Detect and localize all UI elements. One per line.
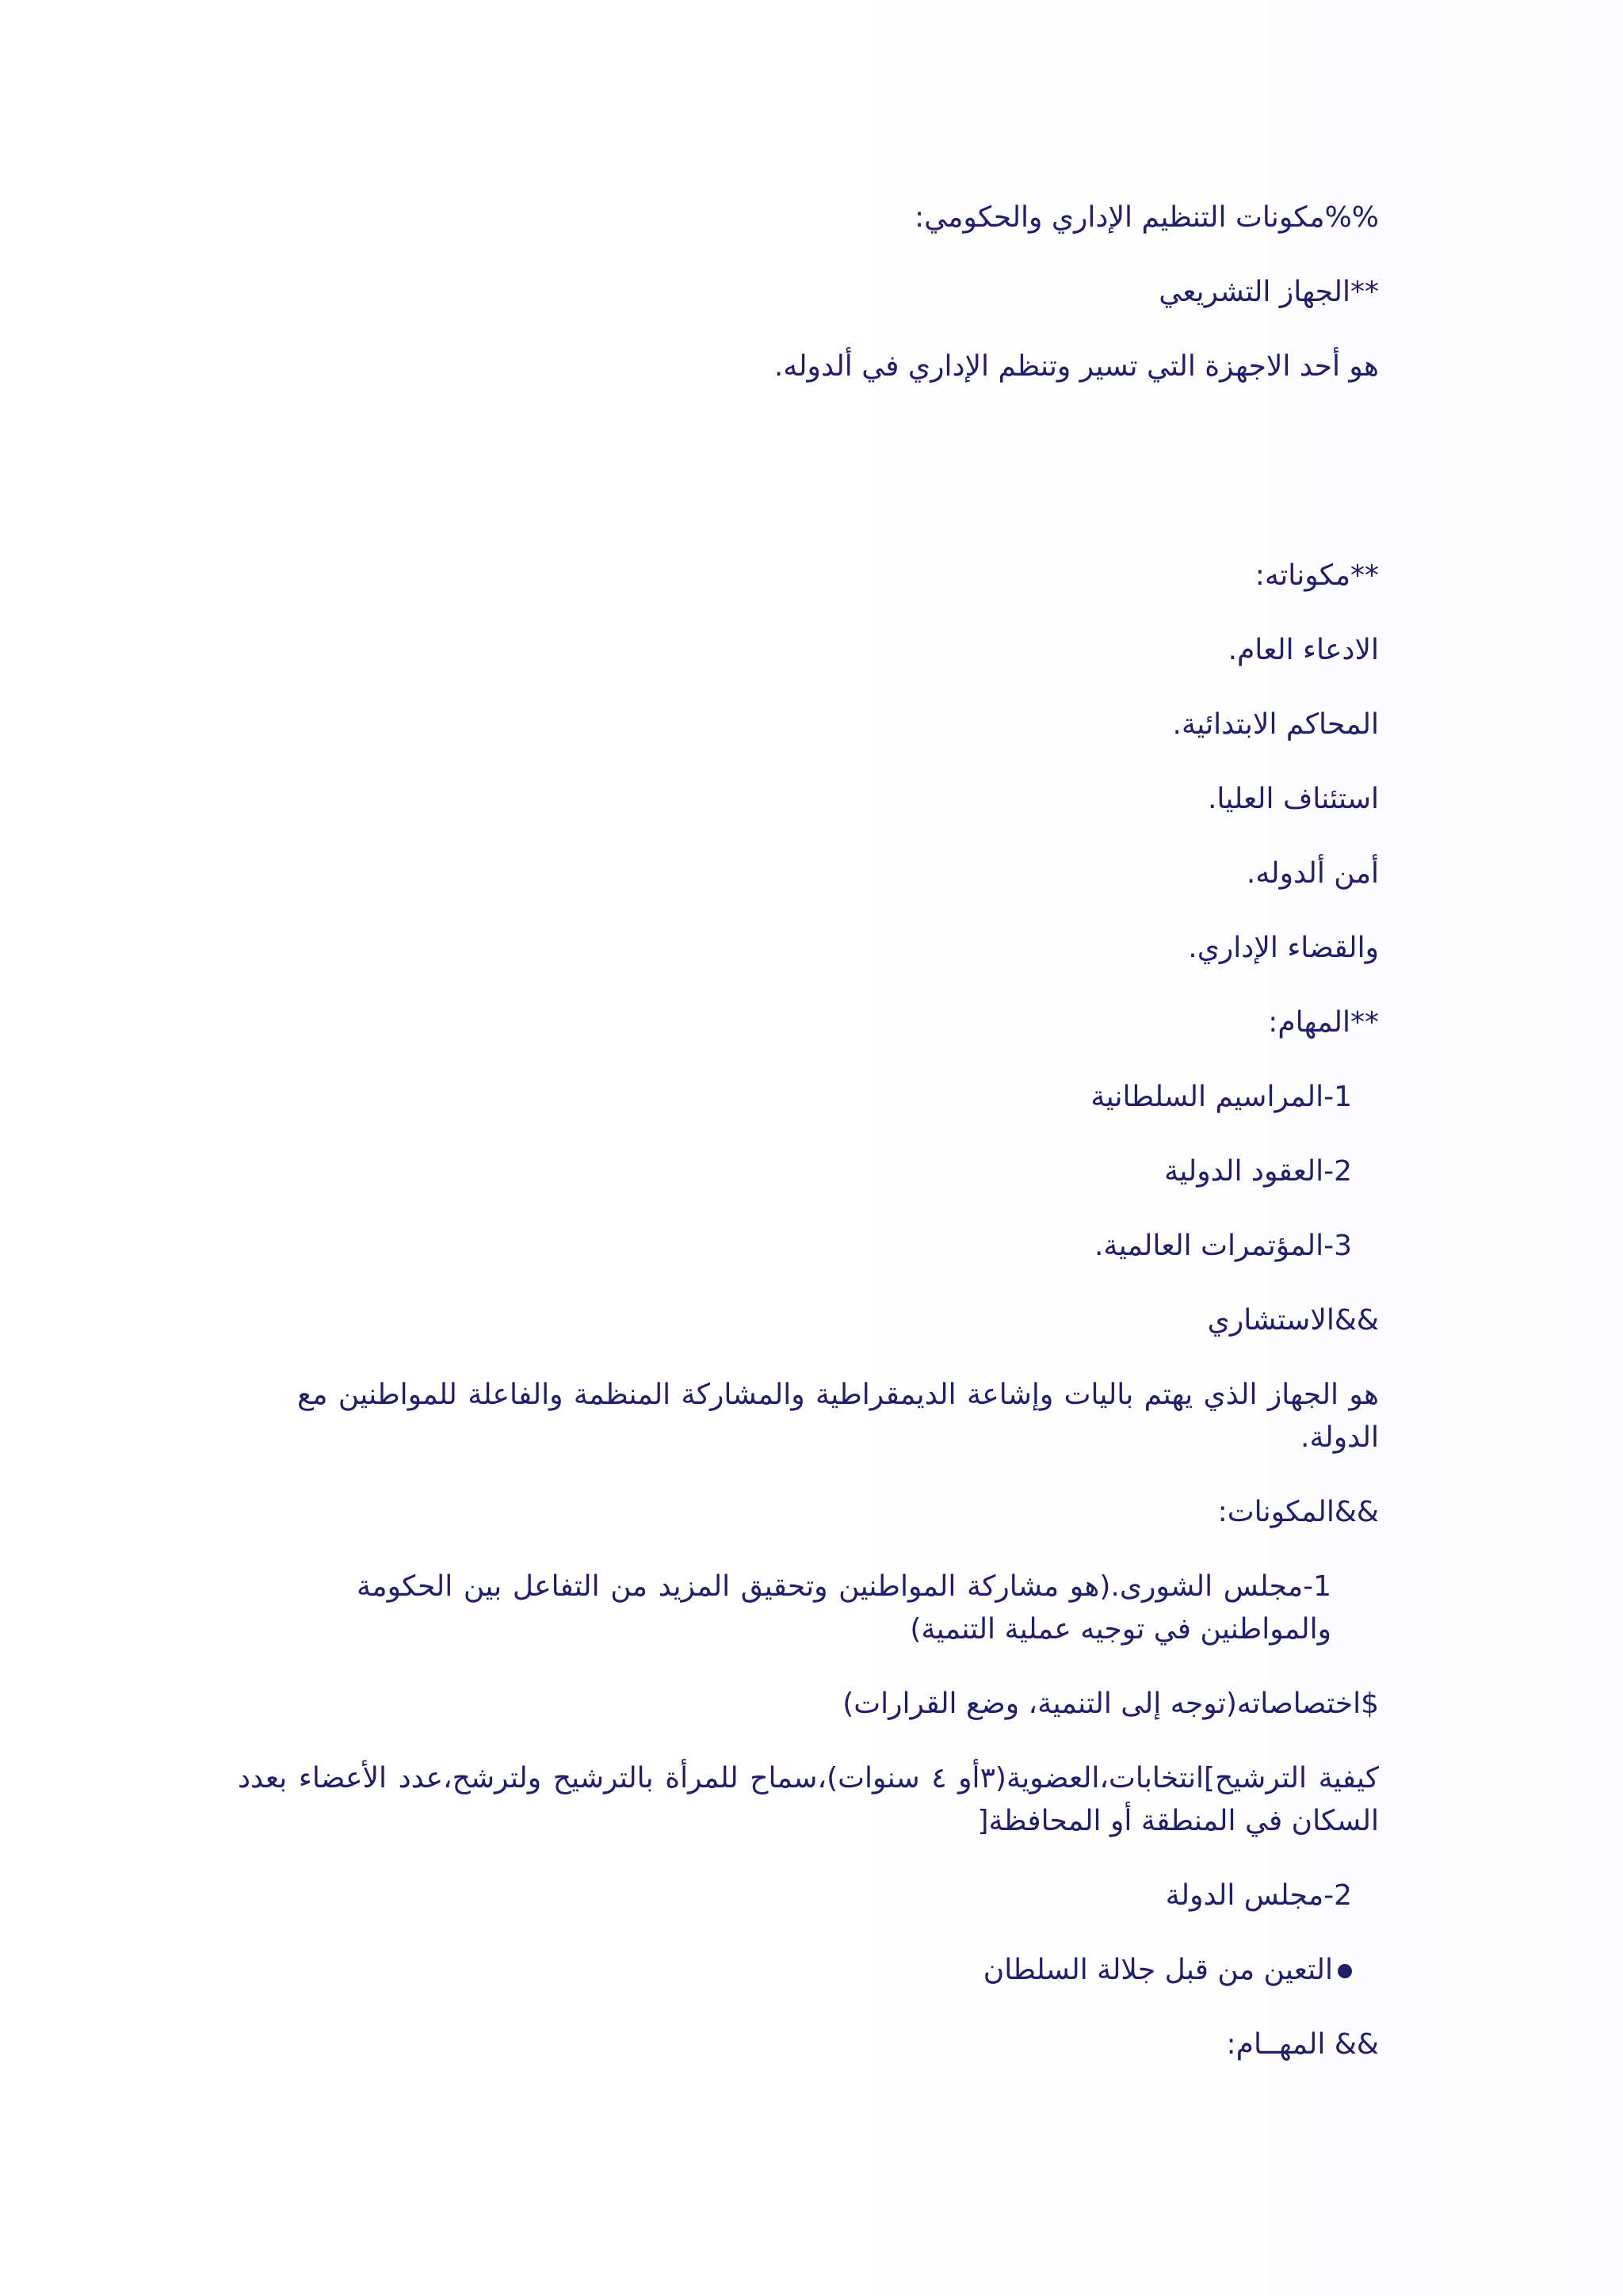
shura-text: -مجلس الشورى.(هو مشاركة المواطنين وتحقيق المزيد من التفاعل بين الحكومة والمواطنين في توجيه عملية التنمية) xyxy=(357,1570,1331,1646)
component-item: أمن ألدوله. xyxy=(1246,857,1379,890)
components-title: **مكوناته: xyxy=(1254,559,1379,592)
final-tasks-title: && المهــام: xyxy=(1226,2028,1379,2061)
component-item: الادعاء العام. xyxy=(1228,634,1379,666)
task-item xyxy=(230,1150,1379,1193)
legislative-title: **الجهاز التشريعي xyxy=(1159,276,1379,308)
advisory-title: &&الاستشاري xyxy=(1207,1304,1379,1337)
task-number: 2 xyxy=(1334,1155,1352,1188)
shura-number: 1 xyxy=(1313,1570,1331,1603)
nomination-paragraph: كيفية الترشيح]انتخابات،العضوية(٣أو ٤ سنوات)،سماح للمرأة بالترشيح ولترشح،عدد الأعضاء بعدد السكان في المنطقة أو المحافظة[ xyxy=(238,1762,1379,1837)
task-number: 1 xyxy=(1334,1081,1352,1113)
state-council-number: 2 xyxy=(1334,1879,1352,1912)
advisory-definition: هو الجهاز الذي يهتم باليات وإشاعة الديمقراطية والمشاركة المنظمة والفاعلة للمواطنين مع الدولة. xyxy=(297,1379,1379,1454)
advisory-components-title: &&المكونات: xyxy=(1217,1496,1379,1528)
appointment-text: التعين من قبل جلالة السلطان xyxy=(983,1954,1333,1986)
state-council-text: -مجلس الدولة xyxy=(1165,1879,1335,1912)
competencies-line: $اختصاصاته(توجه إلى التنمية، وضع القرارات) xyxy=(842,1688,1379,1720)
bullet-icon xyxy=(1338,1964,1352,1978)
task-number: 3 xyxy=(1334,1230,1352,1262)
document-body xyxy=(230,196,1379,2098)
shura-council-item xyxy=(357,1566,1379,1651)
heading-components: %%مكونات التنظيم الإداري والحكومي: xyxy=(914,201,1379,234)
task-text: -العقود الدولية xyxy=(1164,1155,1335,1188)
component-item: والقضاء الإداري. xyxy=(1188,932,1379,964)
task-text: -المراسيم السلطانية xyxy=(1090,1081,1335,1113)
component-item: استئناف العليا. xyxy=(1207,783,1379,815)
tasks-title: **المهام: xyxy=(1268,1006,1379,1039)
task-item xyxy=(230,1225,1379,1268)
spacer xyxy=(230,420,1379,555)
appointment-bullet xyxy=(230,1949,1379,1992)
legislative-definition: هو أحد الاجهزة التي تسير وتنظم الإداري في ألدوله. xyxy=(773,350,1379,383)
task-text: -المؤتمرات العالمية. xyxy=(1094,1230,1335,1262)
task-item xyxy=(230,1076,1379,1119)
component-item: المحاكم الابتدائية. xyxy=(1172,708,1379,741)
state-council-item xyxy=(230,1875,1379,1917)
